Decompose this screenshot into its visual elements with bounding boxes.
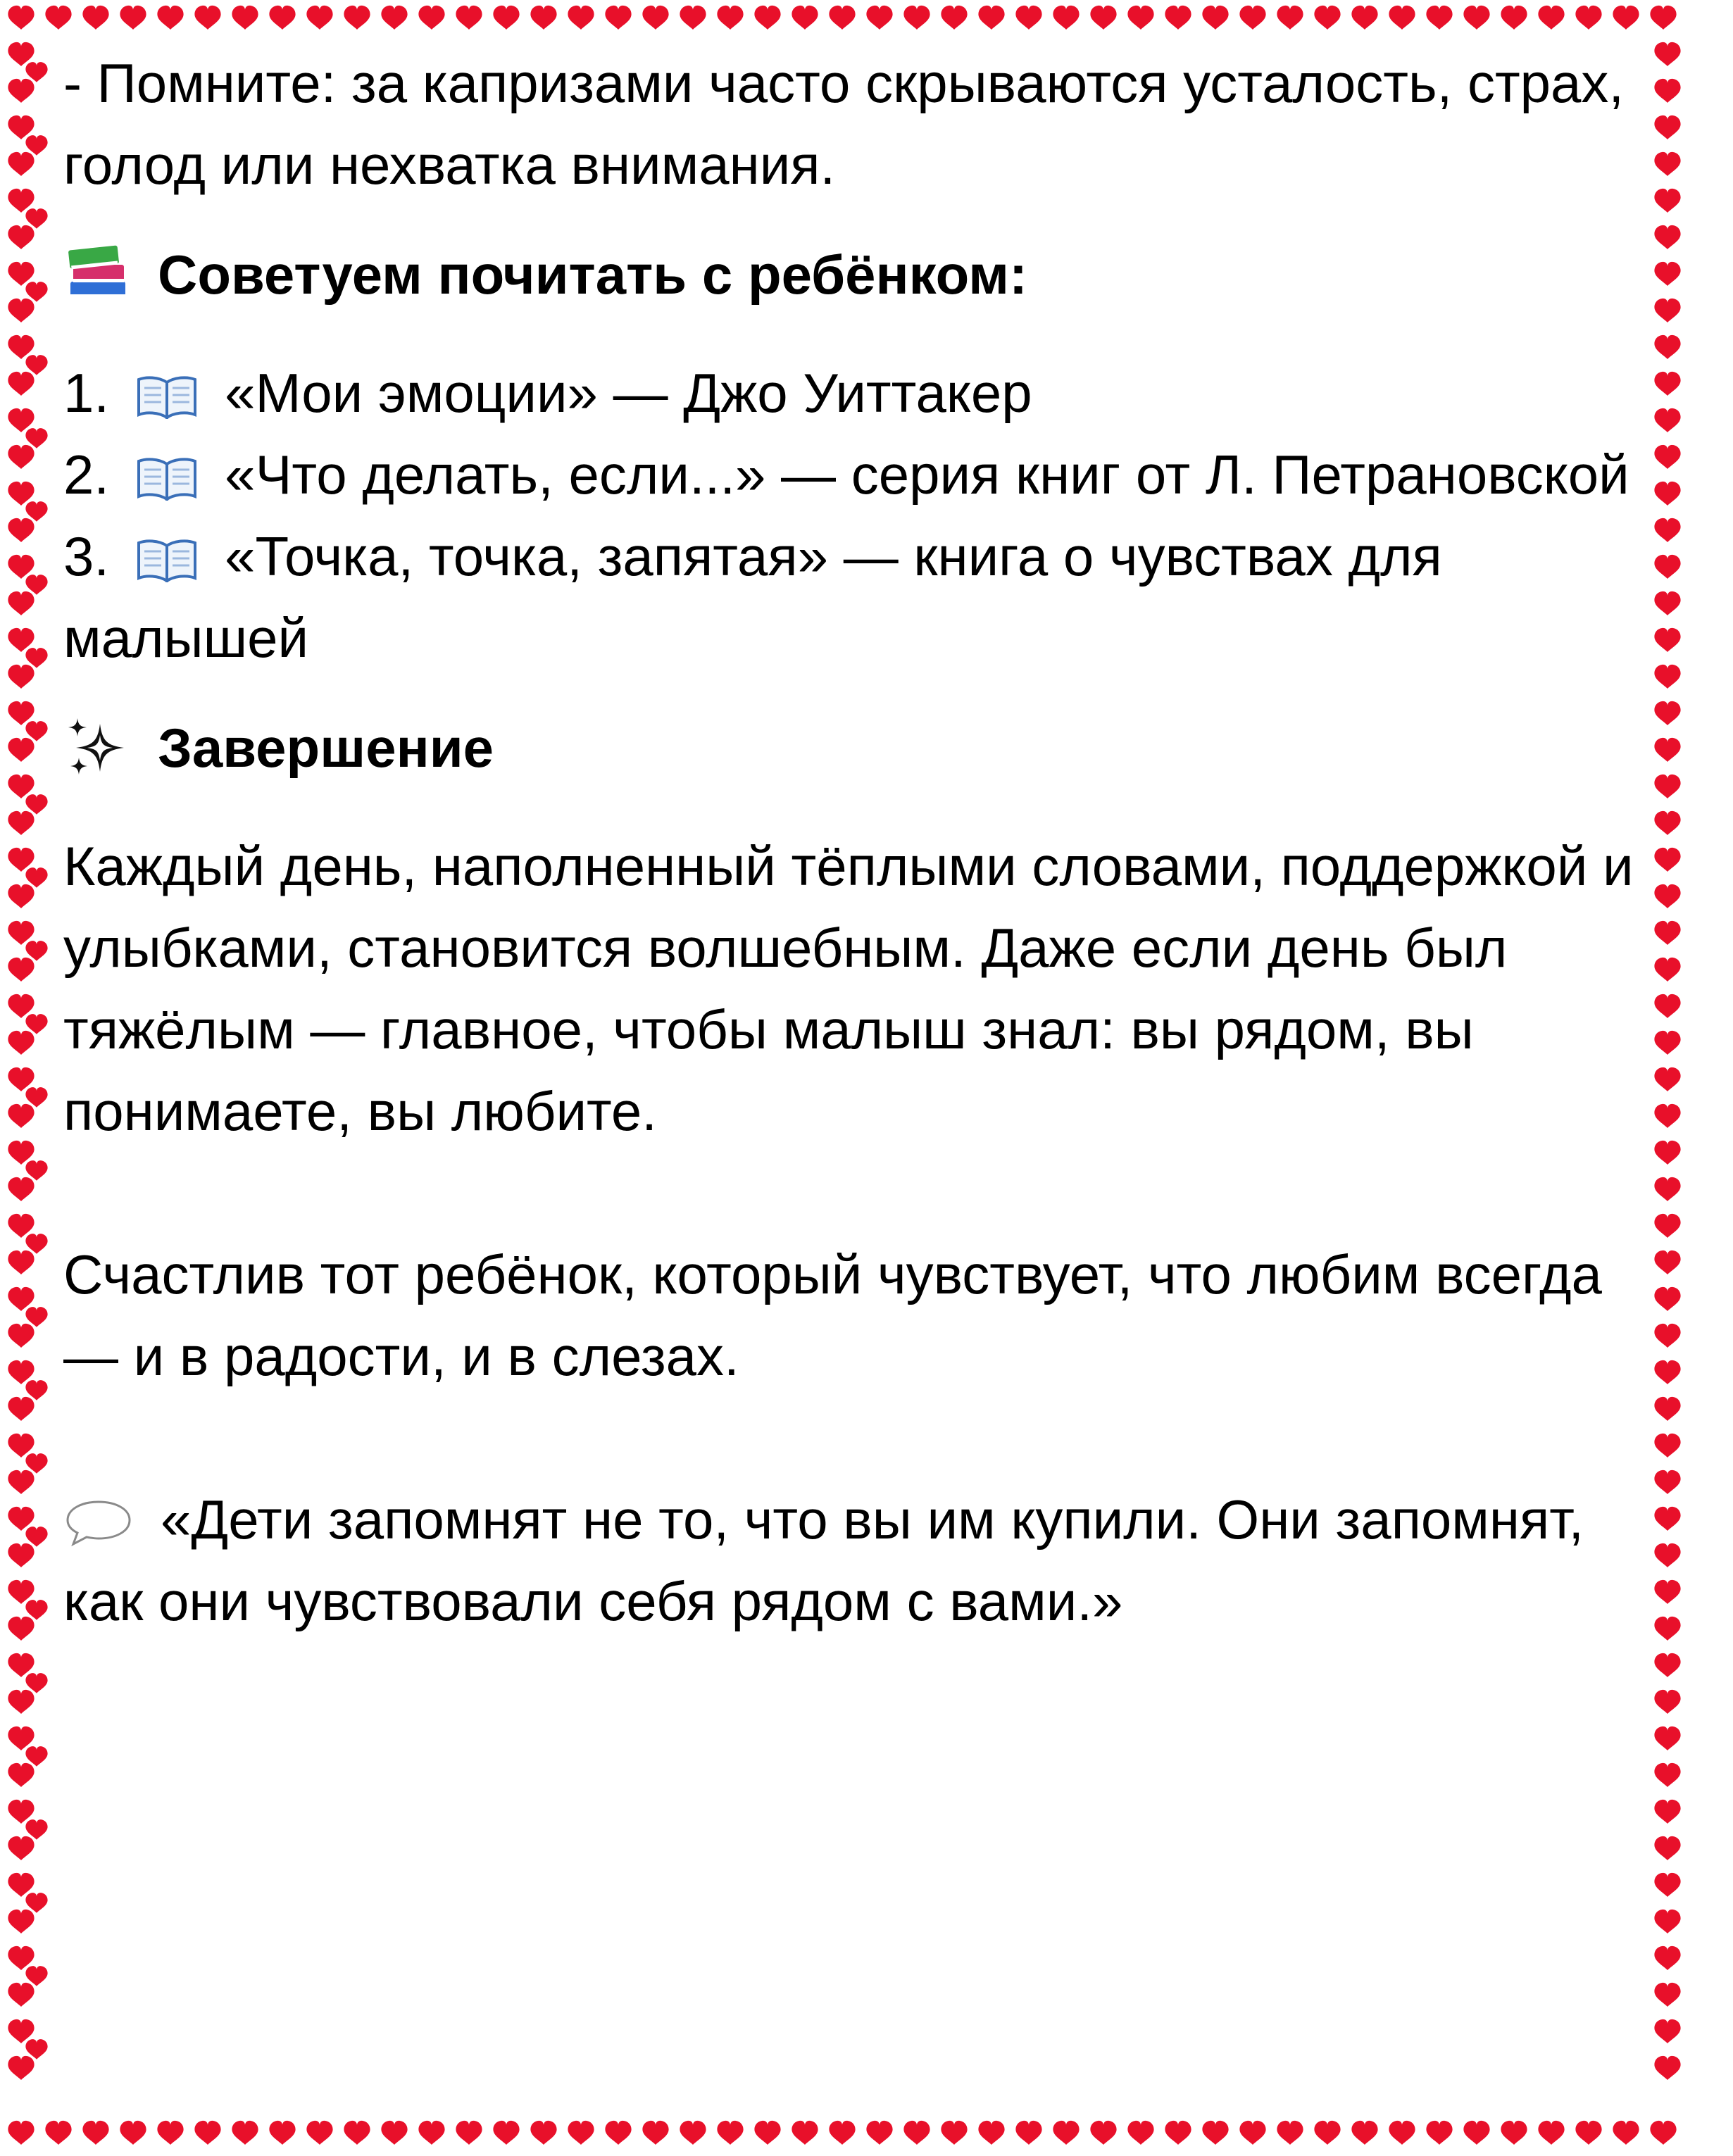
heart-icon	[8, 1946, 34, 1970]
heart-icon	[1090, 2121, 1116, 2145]
page-content	[63, 42, 1648, 1642]
heart-icon	[1654, 518, 1680, 542]
heart-icon	[25, 135, 47, 156]
heart-icon	[1654, 2019, 1680, 2043]
heart-icon	[8, 1690, 34, 1714]
heart-icon	[25, 1160, 47, 1181]
heart-icon	[344, 6, 370, 30]
heart-icon	[1538, 6, 1564, 30]
heart-icon	[25, 501, 47, 522]
heart-icon	[8, 1434, 34, 1458]
heart-icon	[1654, 1214, 1680, 1238]
heart-icon	[25, 1307, 47, 1327]
conclusion-heading-text: Завершение	[158, 717, 494, 779]
heart-icon	[1654, 299, 1680, 322]
heart-icon	[1463, 6, 1489, 30]
heart-icon	[642, 6, 668, 30]
list-item-number: 2.	[63, 444, 110, 506]
heart-icon	[8, 628, 34, 652]
heart-icon	[8, 958, 34, 982]
heart-icon	[493, 6, 519, 30]
heart-icon	[1654, 262, 1680, 286]
heart-icon	[8, 262, 34, 286]
heart-icon	[306, 2121, 332, 2145]
heart-icon	[456, 2121, 482, 2145]
heart-icon	[8, 1910, 34, 1933]
heart-icon	[1501, 2121, 1527, 2145]
heart-icon	[1654, 445, 1680, 469]
heart-icon	[8, 1470, 34, 1494]
heart-icon	[1277, 6, 1303, 30]
list-item-number: 1.	[63, 362, 110, 424]
heart-icon	[978, 2121, 1004, 2145]
heart-icon	[1351, 6, 1377, 30]
heart-icon	[8, 482, 34, 506]
heart-icon	[1426, 6, 1452, 30]
open-book-icon	[136, 537, 198, 582]
heart-icon	[8, 1214, 34, 1238]
heart-icon	[25, 428, 47, 449]
heart-icon	[1654, 1910, 1680, 1933]
heart-icon	[1654, 1543, 1680, 1567]
list-item	[63, 434, 1648, 515]
heart-icon	[1654, 115, 1680, 139]
heart-icon	[1654, 1507, 1680, 1531]
heart-icon	[1654, 482, 1680, 506]
heart-icon	[1654, 42, 1680, 66]
heart-icon	[25, 2039, 47, 2060]
heart-icon	[8, 335, 34, 359]
heart-icon	[680, 6, 706, 30]
heart-icon	[642, 2121, 668, 2145]
heart-icon	[1654, 628, 1680, 652]
heart-icon	[269, 2121, 295, 2145]
heart-icon	[754, 2121, 780, 2145]
heart-icon	[232, 6, 258, 30]
heart-icon	[8, 1983, 34, 2007]
heart-icon	[25, 1673, 47, 1693]
heart-icon	[8, 1067, 34, 1091]
heart-icon	[1654, 1324, 1680, 1348]
heart-icon	[1654, 1726, 1680, 1750]
heart-icon	[1053, 6, 1079, 30]
open-book-icon	[136, 456, 198, 501]
heart-icon	[8, 1141, 34, 1165]
heart-icon	[568, 2121, 594, 2145]
heart-icon	[1654, 811, 1680, 835]
list-item-number: 3.	[63, 525, 110, 587]
heart-icon	[456, 6, 482, 30]
heart-icon	[8, 115, 34, 139]
heart-icon	[941, 6, 967, 30]
heart-icon	[8, 884, 34, 908]
heart-icon	[25, 208, 47, 229]
heart-icon	[8, 6, 34, 30]
heart-icon	[1314, 6, 1340, 30]
heart-icon	[25, 1746, 47, 1767]
heart-icon	[1654, 1470, 1680, 1494]
sparkles-icon	[63, 714, 131, 782]
heart-icon	[1654, 225, 1680, 249]
heart-icon	[1202, 6, 1228, 30]
heart-icon	[8, 1360, 34, 1384]
heart-icon	[1654, 1141, 1680, 1165]
heart-icon	[8, 42, 34, 66]
heart-icon	[1053, 2121, 1079, 2145]
heart-icon	[8, 921, 34, 945]
heart-icon	[568, 6, 594, 30]
heart-icon	[1654, 1287, 1680, 1311]
heart-icon	[1314, 2121, 1340, 2145]
heart-icon	[1389, 6, 1415, 30]
heart-icon	[1239, 2121, 1265, 2145]
heart-icon	[1654, 2056, 1680, 2080]
heart-icon	[45, 6, 71, 30]
heart-icon	[8, 848, 34, 872]
heart-icon	[120, 6, 146, 30]
heart-icon	[120, 2121, 146, 2145]
heart-icon	[754, 6, 780, 30]
list-item-text: «Что делать, если...» — серия книг от Л. Петрановской	[225, 444, 1629, 506]
heart-icon	[8, 1104, 34, 1128]
heart-icon	[1654, 1763, 1680, 1787]
heart-icon	[493, 2121, 519, 2145]
heart-icon	[1389, 2121, 1415, 2145]
heart-icon	[82, 2121, 108, 2145]
heart-icon	[903, 2121, 930, 2145]
heart-icon	[8, 445, 34, 469]
heart-icon	[344, 2121, 370, 2145]
heart-icon	[1654, 1104, 1680, 1128]
heart-icon	[1654, 1836, 1680, 1860]
heart-icon	[1654, 1983, 1680, 2007]
heart-icon	[1650, 6, 1676, 30]
heart-icon	[8, 738, 34, 762]
heart-icon	[941, 2121, 967, 2145]
heart-icon	[25, 282, 47, 302]
heart-icon	[8, 1397, 34, 1421]
heart-icon	[45, 2121, 71, 2145]
books-icon	[63, 241, 131, 308]
heart-icon	[866, 6, 892, 30]
speech-bubble-icon	[63, 1498, 134, 1547]
heart-icon	[8, 555, 34, 579]
heart-icon	[978, 6, 1004, 30]
heart-icon	[717, 6, 743, 30]
heart-icon	[1277, 2121, 1303, 2145]
heart-icon	[25, 62, 47, 82]
heart-icon	[8, 811, 34, 835]
heart-icon	[903, 6, 930, 30]
heart-icon	[1654, 335, 1680, 359]
heart-icon	[1654, 1873, 1680, 1897]
heart-icon	[1654, 189, 1680, 213]
heart-icon	[1654, 665, 1680, 689]
heart-icon	[269, 6, 295, 30]
heart-icon	[1165, 2121, 1191, 2145]
heart-icon	[1613, 6, 1639, 30]
heart-icon	[1239, 6, 1265, 30]
heart-icon	[8, 152, 34, 176]
heart-icon	[1654, 884, 1680, 908]
reading-heading-text: Советуем почитать с ребёнком:	[158, 244, 1027, 306]
list-item	[63, 352, 1648, 434]
heart-icon	[25, 1087, 47, 1108]
heart-icon	[8, 1324, 34, 1348]
heart-icon	[717, 2121, 743, 2145]
heart-icon	[1575, 2121, 1601, 2145]
heart-icon	[1426, 2121, 1452, 2145]
heart-icon	[605, 6, 631, 30]
heart-icon	[418, 6, 444, 30]
heart-icon	[1654, 701, 1680, 725]
heart-icon	[1654, 1397, 1680, 1421]
heart-icon	[25, 648, 47, 668]
heart-icon	[25, 1893, 47, 1913]
heart-icon	[1654, 1177, 1680, 1201]
heart-icon	[8, 2121, 34, 2145]
heart-icon	[8, 2056, 34, 2080]
heart-icon	[1654, 591, 1680, 615]
heart-icon	[8, 1800, 34, 1824]
heart-icon	[8, 665, 34, 689]
intro-paragraph: - Помните: за капризами часто скрываются усталость, страх, голод или нехватка внимания.	[63, 52, 1625, 196]
heart-icon	[194, 2121, 220, 2145]
heart-icon	[1654, 1251, 1680, 1274]
open-book-icon	[136, 374, 198, 419]
heart-icon	[1654, 1360, 1680, 1384]
heart-icon	[1015, 6, 1041, 30]
heart-icon	[829, 6, 855, 30]
heart-icon	[25, 867, 47, 888]
heart-icon	[1654, 1031, 1680, 1055]
heart-icon	[1165, 6, 1191, 30]
heart-icon	[1654, 994, 1680, 1018]
heart-icon	[1090, 6, 1116, 30]
heart-icon	[8, 1251, 34, 1274]
heart-icon	[1654, 1653, 1680, 1677]
heart-icon	[1654, 1434, 1680, 1458]
heart-icon	[8, 994, 34, 1018]
heart-icon	[8, 1177, 34, 1201]
heart-icon	[1127, 2121, 1153, 2145]
heart-icon	[1654, 1580, 1680, 1604]
heart-icon	[1654, 848, 1680, 872]
heart-icon	[1654, 1067, 1680, 1091]
heart-icon	[157, 6, 183, 30]
heart-icon	[381, 6, 407, 30]
heart-icon	[8, 225, 34, 249]
quote-text: «Дети запомнят не то, что вы им купили. Они запомнят, как они чувствовали себя рядом с вами.»	[63, 1488, 1584, 1632]
heart-icon	[418, 2121, 444, 2145]
heart-icon	[25, 355, 47, 375]
list-item	[63, 515, 1648, 679]
heart-icon	[530, 2121, 556, 2145]
heart-icon	[1015, 2121, 1041, 2145]
heart-icon	[25, 1527, 47, 1547]
heart-icon	[1127, 6, 1153, 30]
heart-icon	[1650, 2121, 1676, 2145]
heart-icon	[680, 2121, 706, 2145]
heart-icon	[381, 2121, 407, 2145]
heart-icon	[8, 79, 34, 103]
heart-icon	[25, 1966, 47, 1986]
heart-icon	[8, 2019, 34, 2043]
heart-icon	[25, 721, 47, 741]
heart-icon	[1654, 1617, 1680, 1641]
list-item-text: «Мои эмоции» — Джо Уиттакер	[225, 362, 1032, 424]
heart-icon	[8, 1507, 34, 1531]
heart-icon	[25, 1453, 47, 1474]
heart-icon	[8, 1617, 34, 1641]
heart-icon	[194, 6, 220, 30]
heart-icon	[8, 1543, 34, 1567]
heart-icon	[8, 1763, 34, 1787]
heart-icon	[530, 6, 556, 30]
conclusion-paragraph-1: Каждый день, наполненный тёплыми словами, поддержкой и улыбками, становится волшебным. Даже если день был тяжёлым — главное, чтобы малыш знал: вы рядом, вы понимаете, вы любите.	[63, 835, 1634, 1142]
conclusion-heading	[63, 707, 1648, 789]
heart-icon	[8, 591, 34, 615]
heart-icon	[1654, 1946, 1680, 1970]
heart-icon	[8, 775, 34, 798]
heart-icon	[1613, 2121, 1639, 2145]
heart-icon	[1202, 2121, 1228, 2145]
heart-icon	[8, 1031, 34, 1055]
heart-icon	[1654, 555, 1680, 579]
heart-icon	[8, 408, 34, 432]
heart-icon	[8, 701, 34, 725]
heart-icon	[306, 6, 332, 30]
heart-icon	[157, 2121, 183, 2145]
heart-icon	[1654, 372, 1680, 396]
heart-icon	[829, 2121, 855, 2145]
heart-icon	[1654, 958, 1680, 982]
heart-icon	[25, 1234, 47, 1254]
heart-icon	[25, 794, 47, 815]
heart-icon	[25, 575, 47, 595]
list-item-text: «Точка, точка, запятая» — книга о чувствах для малышей	[63, 525, 1442, 669]
heart-icon	[1654, 1690, 1680, 1714]
heart-icon	[8, 1836, 34, 1860]
heart-icon	[792, 2121, 818, 2145]
quote-paragraph	[63, 1479, 1648, 1642]
heart-icon	[8, 299, 34, 322]
heart-icon	[25, 1380, 47, 1400]
heart-icon	[1654, 738, 1680, 762]
heart-icon	[792, 6, 818, 30]
heart-icon	[1501, 6, 1527, 30]
heart-icon	[8, 189, 34, 213]
heart-icon	[25, 1819, 47, 1840]
heart-icon	[1654, 921, 1680, 945]
heart-icon	[1538, 2121, 1564, 2145]
heart-icon	[8, 1726, 34, 1750]
heart-icon	[82, 6, 108, 30]
heart-icon	[1654, 79, 1680, 103]
heart-icon	[1463, 2121, 1489, 2145]
heart-icon	[8, 1873, 34, 1897]
heart-icon	[1351, 2121, 1377, 2145]
heart-icon	[605, 2121, 631, 2145]
heart-icon	[8, 1653, 34, 1677]
heart-icon	[866, 2121, 892, 2145]
heart-icon	[8, 1580, 34, 1604]
heart-icon	[8, 518, 34, 542]
reading-heading	[63, 234, 1648, 315]
heart-icon	[1654, 1800, 1680, 1824]
conclusion-paragraph-2: Счастлив тот ребёнок, который чувствует, что любим всегда — и в радости, и в слезах.	[63, 1243, 1602, 1387]
heart-icon	[1654, 408, 1680, 432]
heart-icon	[1575, 6, 1601, 30]
heart-icon	[25, 1014, 47, 1034]
heart-icon	[1654, 775, 1680, 798]
heart-icon	[232, 2121, 258, 2145]
heart-icon	[25, 941, 47, 961]
heart-icon	[8, 372, 34, 396]
heart-icon	[8, 1287, 34, 1311]
heart-icon	[25, 1600, 47, 1620]
heart-icon	[1654, 152, 1680, 176]
